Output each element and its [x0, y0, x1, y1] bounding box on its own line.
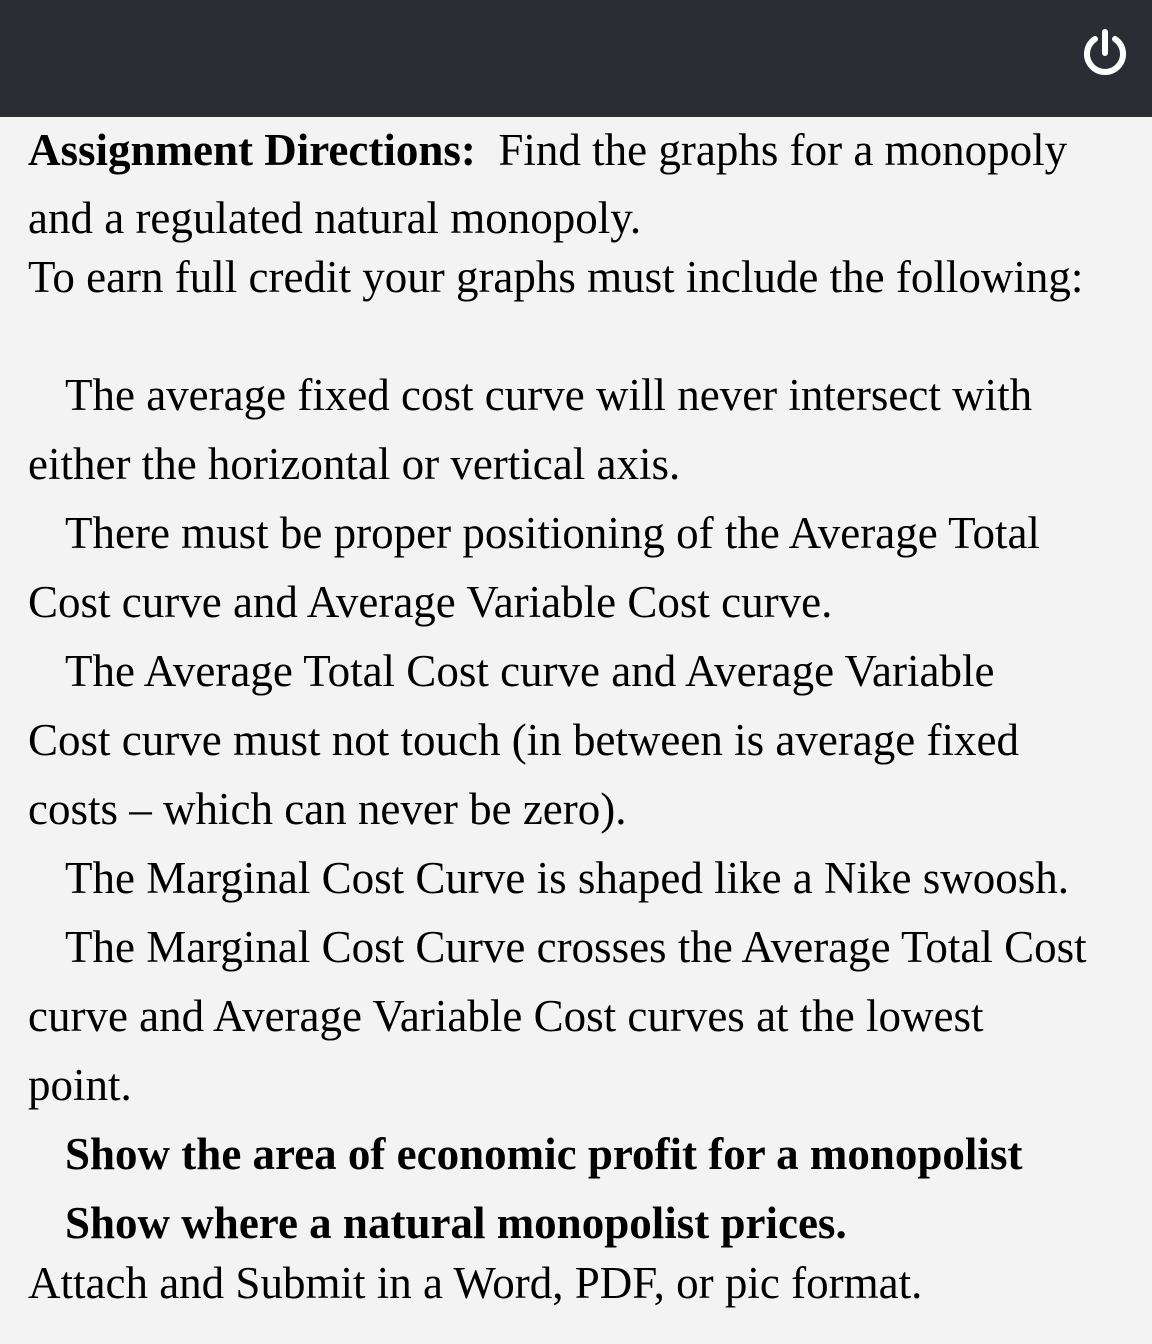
directions-line-1 — [28, 120, 1067, 180]
requirement-6: Show the area of economic profit for a monopolist — [65, 1129, 1023, 1179]
requirement-5-line-1: The Marginal Cost Curve crosses the Average Total Cost — [65, 922, 1087, 972]
requirement-2-line-2: Cost curve and Average Variable Cost curve. — [28, 577, 833, 627]
requirement-3-line-2: Cost curve must not touch (in between is average fixed — [28, 715, 1019, 765]
directions-line-3: To earn full credit your graphs must include the following: — [28, 252, 1084, 302]
requirement-5-line-3: point. — [28, 1060, 132, 1110]
directions-line-2: and a regulated natural monopoly. — [28, 193, 642, 243]
requirement-7: Show where a natural monopolist prices. — [65, 1198, 847, 1248]
requirement-4: The Marginal Cost Curve is shaped like a Nike swoosh. — [65, 853, 1070, 903]
requirement-1-line-2: either the horizontal or vertical axis. — [28, 439, 681, 489]
requirement-1-line-1: The average fixed cost curve will never intersect with — [65, 370, 1033, 420]
requirement-3-line-3: costs – which can never be zero). — [28, 784, 627, 834]
requirement-5-line-2: curve and Average Variable Cost curves at the lowest — [28, 991, 984, 1041]
top-bar — [0, 0, 1152, 117]
power-icon[interactable] — [1080, 28, 1130, 78]
requirement-2-line-1: There must be proper positioning of the Average Total — [65, 508, 1040, 558]
requirement-3-line-1: The Average Total Cost curve and Average Variable — [65, 646, 995, 696]
directions-text: Find the graphs for a monopoly — [498, 125, 1068, 175]
directions-heading: Assignment Directions: — [28, 125, 476, 175]
submit-instructions: Attach and Submit in a Word, PDF, or pic format. — [28, 1258, 923, 1308]
